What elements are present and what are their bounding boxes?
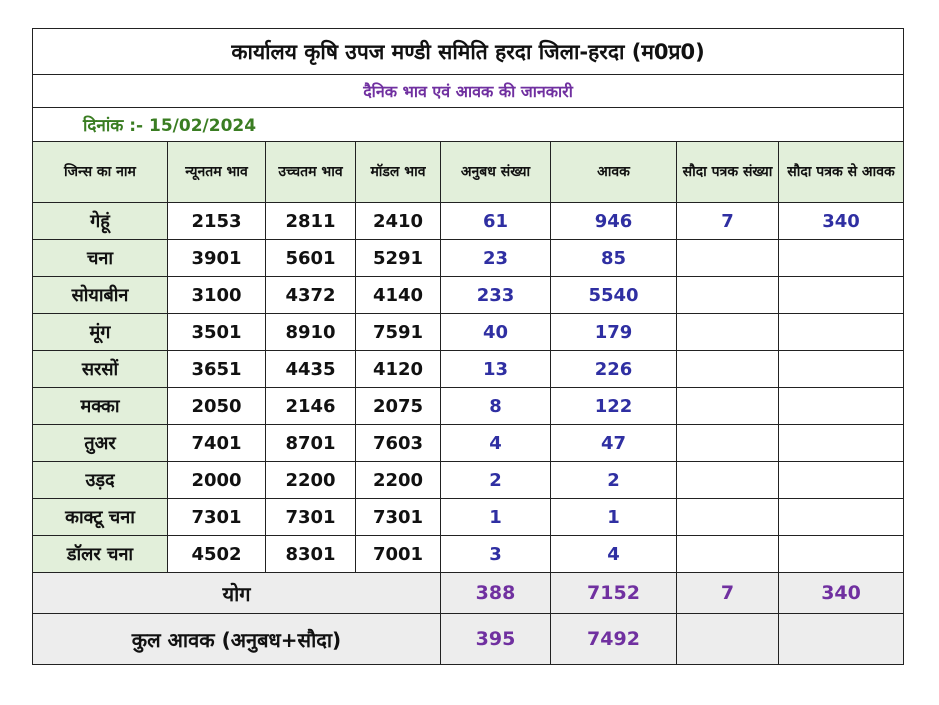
commodity-name: उड़द (33, 462, 168, 499)
modal-price-cell: 2200 (356, 462, 441, 499)
modal-price-cell: 5291 (356, 240, 441, 277)
modal-price-cell: 2410 (356, 203, 441, 240)
mandi-price-table (32, 28, 904, 665)
deal-arrival-cell (779, 277, 904, 314)
table-row (33, 240, 904, 277)
arrival-cell: 226 (551, 351, 677, 388)
max-price-cell: 8701 (266, 425, 356, 462)
commodity-name: गेहूं (33, 203, 168, 240)
deal-count-cell: 7 (677, 203, 779, 240)
modal-price-cell: 7001 (356, 536, 441, 573)
header-arrival: आवक (551, 142, 677, 203)
page-subtitle: दैनिक भाव एवं आवक की जानकारी (33, 75, 904, 108)
deal-count-cell (677, 314, 779, 351)
deal-arrival-cell: 340 (779, 203, 904, 240)
contract-count-cell: 13 (441, 351, 551, 388)
modal-price-cell: 7591 (356, 314, 441, 351)
max-price-cell: 2146 (266, 388, 356, 425)
modal-price-cell: 4120 (356, 351, 441, 388)
table-row (33, 536, 904, 573)
table-row (33, 314, 904, 351)
min-price-cell: 3501 (168, 314, 266, 351)
deal-count-cell (677, 499, 779, 536)
deal-count-cell (677, 425, 779, 462)
deal-arrival-cell (779, 536, 904, 573)
deal-arrival-cell (779, 351, 904, 388)
contract-count-cell: 40 (441, 314, 551, 351)
arrival-cell: 1 (551, 499, 677, 536)
contract-count-cell: 8 (441, 388, 551, 425)
total-deal-arrival: 340 (779, 573, 904, 614)
commodity-name: डॉलर चना (33, 536, 168, 573)
max-price-cell: 4372 (266, 277, 356, 314)
modal-price-cell: 7603 (356, 425, 441, 462)
deal-arrival-cell (779, 388, 904, 425)
min-price-cell: 3901 (168, 240, 266, 277)
deal-arrival-cell (779, 499, 904, 536)
total-label: योग (33, 573, 441, 614)
grand-total-label: कुल आवक (अनुबध+सौदा) (33, 614, 441, 665)
deal-arrival-cell (779, 240, 904, 277)
commodity-rows (33, 203, 904, 573)
min-price-cell: 7401 (168, 425, 266, 462)
deal-count-cell (677, 536, 779, 573)
min-price-cell: 2050 (168, 388, 266, 425)
total-arrival: 7152 (551, 573, 677, 614)
deal-count-cell (677, 240, 779, 277)
min-price-cell: 7301 (168, 499, 266, 536)
table-row (33, 388, 904, 425)
max-price-cell: 8301 (266, 536, 356, 573)
deal-arrival-cell (779, 462, 904, 499)
table-row (33, 425, 904, 462)
min-price-cell: 3100 (168, 277, 266, 314)
arrival-cell: 122 (551, 388, 677, 425)
table-row (33, 277, 904, 314)
contract-count-cell: 23 (441, 240, 551, 277)
deal-arrival-cell (779, 314, 904, 351)
modal-price-cell: 4140 (356, 277, 441, 314)
commodity-name: मूंग (33, 314, 168, 351)
arrival-cell: 946 (551, 203, 677, 240)
commodity-name: चना (33, 240, 168, 277)
deal-count-cell (677, 388, 779, 425)
header-commodity: जिन्स का नाम (33, 142, 168, 203)
commodity-name: तुअर (33, 425, 168, 462)
max-price-cell: 7301 (266, 499, 356, 536)
table-row (33, 462, 904, 499)
total-deal-count: 7 (677, 573, 779, 614)
total-count: 388 (441, 573, 551, 614)
commodity-name: सोयाबीन (33, 277, 168, 314)
arrival-cell: 85 (551, 240, 677, 277)
modal-price-cell: 2075 (356, 388, 441, 425)
arrival-cell: 5540 (551, 277, 677, 314)
contract-count-cell: 4 (441, 425, 551, 462)
contract-count-cell: 1 (441, 499, 551, 536)
max-price-cell: 2200 (266, 462, 356, 499)
arrival-cell: 4 (551, 536, 677, 573)
header-max-price: उच्चतम भाव (266, 142, 356, 203)
header-contract-count: अनुबध संख्या (441, 142, 551, 203)
grand-total-row (33, 614, 904, 665)
report-date: दिनांक :- 15/02/2024 (33, 108, 904, 142)
header-modal-price: मॉडल भाव (356, 142, 441, 203)
total-row (33, 573, 904, 614)
arrival-cell: 2 (551, 462, 677, 499)
commodity-name: सरसों (33, 351, 168, 388)
grand-total-arrival: 7492 (551, 614, 677, 665)
table-row (33, 499, 904, 536)
commodity-name: मक्का (33, 388, 168, 425)
contract-count-cell: 233 (441, 277, 551, 314)
contract-count-cell: 61 (441, 203, 551, 240)
deal-arrival-cell (779, 425, 904, 462)
commodity-name: काक्टू चना (33, 499, 168, 536)
table-row (33, 351, 904, 388)
grand-total-count: 395 (441, 614, 551, 665)
grand-total-empty-cell (779, 614, 904, 665)
min-price-cell: 4502 (168, 536, 266, 573)
max-price-cell: 5601 (266, 240, 356, 277)
max-price-cell: 4435 (266, 351, 356, 388)
min-price-cell: 2153 (168, 203, 266, 240)
table-row (33, 203, 904, 240)
deal-count-cell (677, 462, 779, 499)
grand-total-empty-cell (677, 614, 779, 665)
contract-count-cell: 3 (441, 536, 551, 573)
modal-price-cell: 7301 (356, 499, 441, 536)
arrival-cell: 47 (551, 425, 677, 462)
arrival-cell: 179 (551, 314, 677, 351)
max-price-cell: 8910 (266, 314, 356, 351)
deal-count-cell (677, 351, 779, 388)
header-deal-arrival: सौदा पत्रक से आवक (779, 142, 904, 203)
header-min-price: न्यूनतम भाव (168, 142, 266, 203)
deal-count-cell (677, 277, 779, 314)
max-price-cell: 2811 (266, 203, 356, 240)
min-price-cell: 2000 (168, 462, 266, 499)
header-deal-count: सौदा पत्रक संख्या (677, 142, 779, 203)
page-title: कार्यालय कृषि उपज मण्डी समिति हरदा जिला-हरदा (म0प्र0) (33, 29, 904, 75)
min-price-cell: 3651 (168, 351, 266, 388)
column-header-row (33, 142, 904, 203)
contract-count-cell: 2 (441, 462, 551, 499)
